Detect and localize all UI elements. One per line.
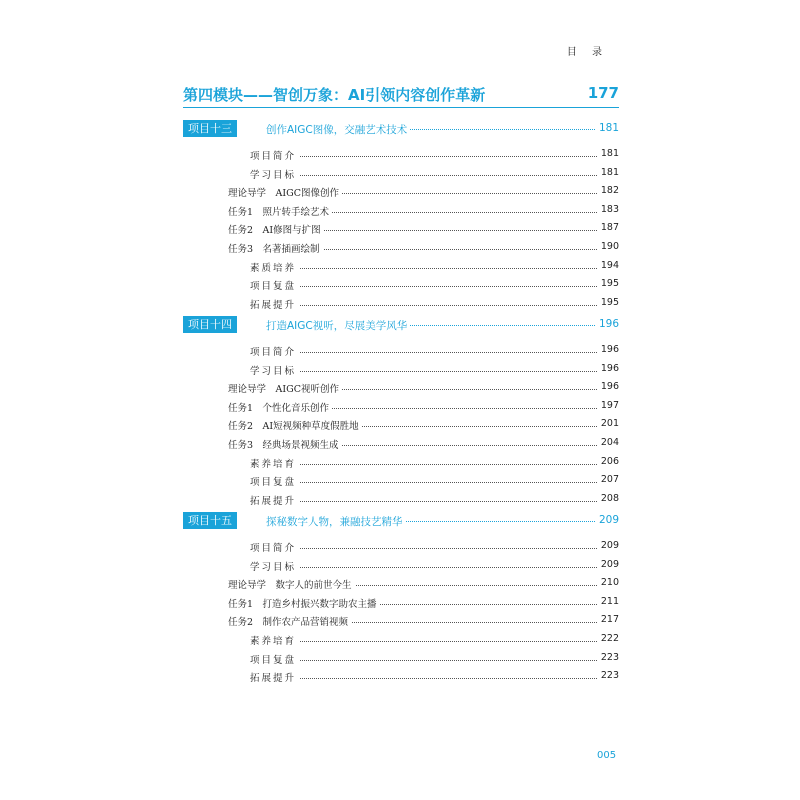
- toc-entry[interactable]: [250, 474, 619, 488]
- toc-entry[interactable]: [228, 185, 619, 199]
- toc-entry[interactable]: [250, 633, 619, 647]
- toc-entry[interactable]: [250, 559, 619, 573]
- entry-label: 项目复盘: [250, 652, 299, 666]
- entry-page-number: 194: [600, 259, 619, 271]
- entry-page-number: 181: [600, 166, 619, 178]
- entry-page-number: 207: [600, 474, 619, 486]
- section-page-number: 209: [596, 514, 619, 526]
- toc-entry[interactable]: [250, 540, 619, 554]
- leader-dots: [270, 371, 597, 372]
- module-title: 第四模块——智创万象：AI引领内容创作革新: [183, 86, 486, 104]
- entry-page-number: 217: [600, 614, 619, 626]
- leader-dots: [270, 175, 597, 176]
- leader-dots: [270, 660, 597, 661]
- entry-label: 任务3 经典场景视频生成: [228, 437, 342, 451]
- section-title: 创作AIGC图像，交融艺术技术: [266, 122, 410, 137]
- module-heading[interactable]: [183, 84, 619, 104]
- entry-label: 任务2 AI短视频种草度假胜地: [228, 418, 362, 432]
- section-badge: 项目十三: [183, 120, 237, 137]
- entry-label: 任务1 打造乡村振兴数字助农主播: [228, 596, 380, 610]
- entry-page-number: 195: [600, 278, 619, 290]
- toc-entry[interactable]: [250, 297, 619, 311]
- toc-entry[interactable]: [250, 278, 619, 292]
- module-divider: [183, 107, 619, 108]
- toc-entry[interactable]: [228, 418, 619, 432]
- section-title: 探秘数字人物，兼融技艺精华: [266, 514, 406, 529]
- toc-entry[interactable]: [228, 204, 619, 218]
- toc-entry[interactable]: [228, 400, 619, 414]
- entry-page-number: 210: [600, 577, 619, 589]
- section-title: 打造AIGC视听，尽展美学风华: [266, 318, 410, 333]
- toc-entry[interactable]: [250, 652, 619, 666]
- entry-page-number: 195: [600, 296, 619, 308]
- entry-label: 理论导学 AIGC视听创作: [228, 381, 342, 395]
- entry-label: 项目复盘: [250, 278, 299, 292]
- toc-entry[interactable]: [250, 344, 619, 358]
- entry-page-number: 223: [600, 651, 619, 663]
- entry-label: 学习目标: [250, 559, 299, 573]
- entry-page-number: 196: [600, 362, 619, 374]
- toc-section[interactable]: [183, 316, 619, 334]
- entry-page-number: 222: [600, 633, 619, 644]
- toc-entry[interactable]: [250, 363, 619, 377]
- leader-dots: [270, 268, 597, 269]
- entry-label: 拓展提升: [250, 670, 299, 684]
- entry-page-number: 183: [600, 203, 619, 215]
- entry-label: 学习目标: [250, 363, 299, 377]
- leader-dots: [270, 352, 597, 353]
- module-page-number: 177: [587, 84, 619, 102]
- toc-entry[interactable]: [250, 493, 619, 507]
- leader-dots: [270, 464, 597, 465]
- toc-entry[interactable]: [228, 222, 619, 236]
- toc-entry[interactable]: [228, 437, 619, 451]
- entry-label: 理论导学 AIGC图像创作: [228, 185, 342, 199]
- entry-label: 项目简介: [250, 540, 299, 554]
- leader-dots: [270, 482, 597, 483]
- entry-label: 拓展提升: [250, 493, 299, 507]
- leader-dots: [270, 156, 597, 157]
- entry-label: 任务1 个性化音乐创作: [228, 400, 332, 414]
- entry-label: 项目简介: [250, 148, 299, 162]
- leader-dots: [270, 501, 597, 502]
- toc-entry[interactable]: [228, 614, 619, 628]
- entry-label: 理论导学 数字人的前世今生: [228, 577, 355, 591]
- entry-page-number: 201: [600, 418, 619, 430]
- toc-entry[interactable]: [250, 260, 619, 274]
- section-badge: 项目十四: [183, 316, 237, 333]
- entry-label: 任务2 制作农产品营销视频: [228, 614, 351, 628]
- toc-entry[interactable]: [250, 148, 619, 162]
- entry-page-number: 204: [600, 437, 619, 448]
- entry-page-number: 196: [600, 381, 619, 393]
- toc-entry[interactable]: [250, 167, 619, 181]
- entry-label: 任务3 名著插画绘制: [228, 241, 323, 255]
- leader-dots: [270, 678, 597, 679]
- entry-label: 任务1 照片转手绘艺术: [228, 204, 332, 218]
- section-page-number: 196: [596, 318, 619, 330]
- toc-entry[interactable]: [228, 596, 619, 610]
- entry-label: 项目简介: [250, 344, 299, 358]
- entry-page-number: 208: [600, 492, 619, 504]
- leader-dots: [270, 305, 597, 306]
- leader-dots: [270, 641, 597, 642]
- toc-section[interactable]: [183, 512, 619, 530]
- leader-dots: [270, 548, 597, 549]
- entry-page-number: 181: [600, 148, 619, 159]
- entry-page-number: 196: [600, 344, 619, 355]
- entry-label: 素养培育: [250, 633, 299, 647]
- entry-label: 素养培育: [250, 456, 299, 470]
- entry-page-number: 206: [600, 455, 619, 467]
- entry-label: 素质培养: [250, 260, 299, 274]
- footer-page-number: 005: [597, 750, 617, 761]
- toc-entry[interactable]: [228, 241, 619, 255]
- entry-page-number: 209: [600, 558, 619, 570]
- toc-entry[interactable]: [250, 456, 619, 470]
- entry-page-number: 187: [600, 222, 619, 234]
- entry-label: 学习目标: [250, 167, 299, 181]
- toc-section[interactable]: [183, 120, 619, 138]
- section-page-number: 181: [596, 122, 619, 134]
- entry-label: 任务2 AI修图与扩图: [228, 222, 324, 236]
- entry-page-number: 211: [600, 595, 619, 607]
- entry-page-number: 182: [600, 185, 619, 197]
- leader-dots: [270, 567, 597, 568]
- entry-label: 拓展提升: [250, 297, 299, 311]
- entry-page-number: 190: [600, 241, 619, 252]
- entry-page-number: 223: [600, 670, 619, 682]
- entry-page-number: 209: [600, 540, 619, 551]
- entry-label: 项目复盘: [250, 474, 299, 488]
- entry-page-number: 197: [600, 399, 619, 411]
- leader-dots: [270, 286, 597, 287]
- header-title: 目 录: [566, 47, 608, 58]
- toc-entry[interactable]: [250, 670, 619, 684]
- toc-entry[interactable]: [228, 577, 619, 591]
- toc-entry[interactable]: [228, 381, 619, 395]
- section-badge: 项目十五: [183, 512, 237, 529]
